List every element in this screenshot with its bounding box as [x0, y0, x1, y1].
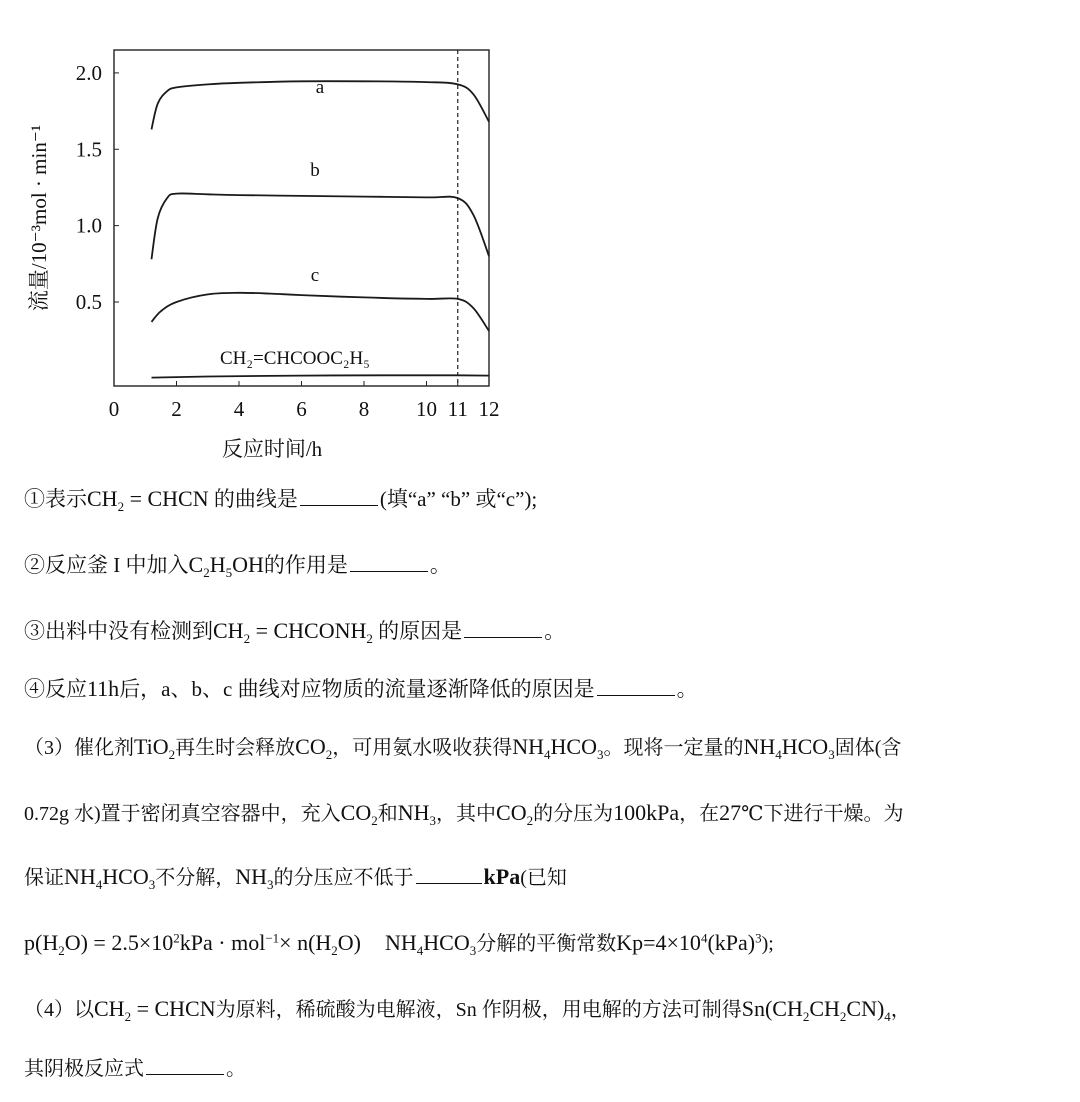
p4-l2-a: 其阴极反应式 [24, 1058, 144, 1080]
x-tick-label: 12 [478, 397, 500, 421]
question-3 [24, 616, 565, 646]
question-4 [24, 674, 698, 704]
p4-l2-end: 。 [226, 1058, 246, 1080]
q2-answer-blank[interactable] [350, 551, 428, 572]
p3-l3-f: 的分压应不低于 [273, 867, 414, 889]
p4-l1-e: Sn(CH [741, 996, 803, 1021]
p4-l1-f: CH [809, 996, 840, 1021]
q1-mid: 的曲线是 [208, 487, 298, 511]
y-tick-label: 1.0 [75, 213, 102, 238]
p3-l2-b-sub: 2 [371, 813, 378, 828]
p3-l3-c-sub: 3 [148, 877, 156, 892]
q3-answer-blank[interactable] [464, 617, 542, 638]
p3-l1-b-sub: 2 [168, 747, 176, 762]
y-tick-label: 0.5 [75, 290, 102, 314]
q2-h: H [209, 552, 226, 577]
p3-l4-h: 分解的平衡常数 [476, 933, 617, 955]
p3-l1-h: 。现将一定量的 [603, 737, 744, 759]
p3-l1-j-sub: 3 [828, 747, 835, 762]
y-axis-label: 流量/10⁻³mol · min⁻¹ [27, 124, 51, 312]
p3-l4-f-sub: 4 [416, 943, 424, 958]
series-label-a: a [315, 77, 325, 98]
p3-l3-e: NH [235, 864, 268, 889]
p4-l1-f-sub: 2 [839, 1009, 847, 1024]
p3-l1-k: 固体(含 [834, 737, 902, 759]
p3-l4-d-sub: 2 [331, 943, 338, 958]
q2-post: 的作用是 [263, 553, 348, 577]
q1-answer-blank[interactable] [300, 485, 378, 506]
x-tick-label: 2 [171, 397, 182, 421]
q4-text: ④反应 [24, 677, 87, 701]
q1-sub: 2 [117, 499, 125, 515]
p3-l2-c: 和 [377, 803, 398, 825]
p3-l4-k: ); [761, 933, 774, 955]
q1-formula-rest: = CHCN [124, 486, 209, 511]
p4-l1-b-sub: 2 [124, 1009, 132, 1024]
p3-l2-a: 0.72g 水)置于密闭真空容器中，充入 [24, 803, 341, 825]
q3-sub1: 2 [243, 631, 251, 647]
flow-rate-chart [0, 0, 520, 470]
chart-axes [114, 50, 489, 386]
p3-l2-f-sub: 2 [526, 813, 534, 828]
p3-l3-a: 保证 [24, 867, 64, 889]
p3-l1-f: NH [512, 734, 545, 759]
part3-line3 [24, 862, 567, 893]
part3-line2 [24, 798, 903, 829]
p3-l4-f: NH [385, 930, 417, 955]
p3-l2-i: ，在 [679, 803, 720, 825]
q1-text: ①表示 [24, 487, 87, 511]
nh3-pressure-blank[interactable] [416, 863, 482, 884]
plot-frame [114, 50, 489, 386]
p3-l1-g-sub: 3 [596, 747, 604, 762]
series-label-b: b [310, 160, 320, 181]
q1-hint: (填“a” “b” 或“c”); [379, 487, 538, 511]
p3-l4-j-sup: 3 [755, 930, 762, 946]
p3-l2-f: CO [496, 800, 527, 825]
q3-text: ③出料中没有检测到 [24, 619, 213, 643]
p3-l1-f-sub: 4 [544, 747, 551, 762]
p3-l4-g-sub: 3 [469, 943, 477, 958]
part4-line2 [24, 1054, 246, 1084]
part3-line4 [24, 928, 774, 959]
q4-post: 后，a、b、c 曲线对应物质的流量逐渐降低的原因是 [119, 677, 595, 701]
p3-l4-g: HCO [423, 930, 470, 955]
q2-sub1: 2 [203, 565, 210, 581]
p4-l1-c: = CHCN [131, 996, 216, 1021]
p3-l4-i: Kp=4×10 [616, 930, 701, 955]
q2-c: C [188, 552, 204, 577]
p3-l4-i-sup: 4 [700, 930, 708, 946]
y-tick-label: 1.5 [75, 137, 102, 162]
p3-l2-h: 100kPa [613, 800, 680, 825]
q3-post: 的原因是 [372, 619, 463, 643]
q3-mid: = CHCONH [250, 618, 367, 643]
p3-l4-c: kPa · mol [179, 930, 266, 955]
y-tick-label: 2.0 [75, 60, 102, 85]
p3-l4-b: O) = 2.5×10 [64, 930, 174, 955]
p3-l4-e: O) [337, 930, 361, 955]
p3-l2-d-sub: 3 [429, 813, 437, 828]
p4-l1-b: CH [94, 996, 125, 1021]
p3-l2-e: ，其中 [436, 803, 497, 825]
question-1 [24, 484, 537, 514]
p3-l4-b-sup: 2 [173, 930, 180, 946]
question-2 [24, 550, 451, 580]
series-line-b [152, 193, 490, 259]
x-tick-label: 11 [447, 397, 468, 421]
q2-sub2: 5 [225, 565, 233, 581]
p3-l1-i: NH [743, 734, 776, 759]
p3-l1-d-sub: 2 [325, 747, 333, 762]
q1-formula: CH [87, 486, 118, 511]
q2-end: 。 [429, 553, 451, 577]
x-tick-label: 6 [296, 397, 307, 421]
p3-l2-k: ℃下进行干燥。为 [741, 803, 904, 825]
x-tick-label: 4 [233, 397, 245, 421]
series-line-acrylate [152, 375, 490, 377]
p3-l3-d: 不分解， [155, 867, 236, 889]
p3-l1-j: HCO [781, 734, 829, 759]
p4-l1-g: CN) [846, 996, 885, 1021]
p3-l2-b: CO [340, 800, 372, 825]
p4-l1-e-sub: 2 [802, 1009, 810, 1024]
q3-sub2: 2 [366, 631, 373, 647]
q4-answer-blank[interactable] [597, 675, 675, 696]
p3-l1-g: HCO [550, 734, 597, 759]
x-tick-label: 8 [358, 397, 370, 421]
p3-l4-a: p(H [24, 930, 59, 955]
part3-line1 [24, 732, 901, 763]
p3-l3-b: NH [64, 864, 96, 889]
p3-l4-a-sub: 2 [58, 943, 65, 958]
p4-l1-a: （4）以 [24, 999, 94, 1021]
chart-annotation: CH₂=CHCOOC₂H₅ [220, 348, 370, 369]
series-line-c [152, 293, 490, 331]
p3-l3-b-sub: 4 [95, 877, 103, 892]
p3-l4-c-sup: −1 [265, 930, 280, 946]
p3-l1-c: 再生时会释放 [175, 737, 296, 759]
p4-l1-h: ， [890, 999, 911, 1021]
part4-line1 [24, 994, 911, 1025]
chart-curves [152, 81, 490, 377]
q2-text: ②反应釜 I 中加入 [24, 553, 189, 577]
p3-l2-g: 的分压为 [533, 803, 614, 825]
p3-l3-h: (已知 [520, 867, 567, 889]
p3-l4-d: × n(H [279, 930, 332, 955]
q2-oh: OH [232, 552, 264, 577]
p3-l1-d: CO [295, 734, 326, 759]
x-tick-label: 10 [416, 397, 437, 421]
q4-num: 11h [87, 676, 120, 701]
p4-l1-g-sub: 4 [884, 1009, 891, 1024]
p3-l1-i-sub: 4 [775, 747, 782, 762]
p3-l2-d: NH [397, 800, 430, 825]
p3-l1-e: ，可用氨水吸收获得 [332, 737, 513, 759]
q3-formula: CH [213, 618, 244, 643]
x-axis-label: 反应时间/h [221, 437, 323, 461]
q4-end: 。 [676, 677, 698, 701]
p3-l3-c: HCO [102, 864, 149, 889]
p3-l3-e-sub: 3 [267, 877, 274, 892]
p3-l1-b: TiO [134, 734, 169, 759]
p3-l2-j: 27 [719, 800, 742, 825]
p4-l1-d: 为原料，稀硫酸为电解液，Sn 作阴极，用电解的方法可制得 [215, 999, 742, 1021]
series-label-c: c [310, 265, 320, 286]
p3-l3-g: kPa [483, 864, 521, 889]
cathode-reaction-blank[interactable] [146, 1054, 224, 1075]
p3-l4-j: (kPa) [707, 930, 756, 955]
x-tick-label: 0 [108, 397, 120, 421]
p3-l1-a: （3）催化剂 [24, 737, 134, 759]
q3-end: 。 [544, 619, 566, 643]
